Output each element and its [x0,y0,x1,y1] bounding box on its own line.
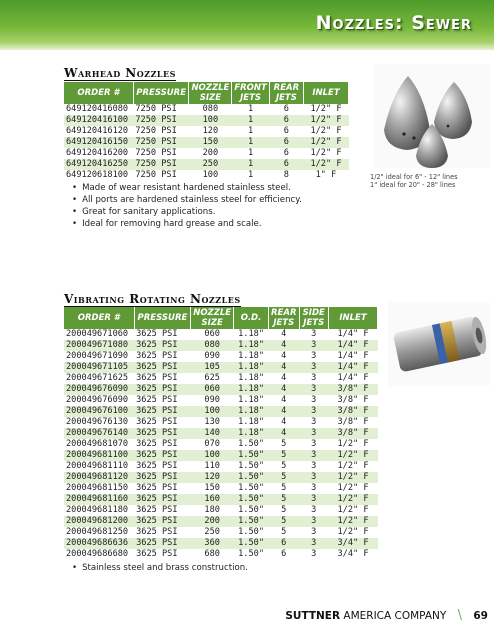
table-cell: 1 [247,170,254,180]
table-cell: 1.18" [234,384,269,395]
list-item: • Stainless steel and brass construction. [72,562,248,574]
table-cell: 680 [204,549,220,559]
table-cell: 3 [311,373,317,383]
table-cell: 1 [232,137,270,148]
table-cell: 6 [269,159,303,170]
table-cell: 3625 PSI [134,472,191,483]
column-header: ORDER # [64,307,134,329]
vibrating-feature-list [72,562,248,574]
table-cell: 625 [204,373,220,383]
table-cell: 1/4" F [337,351,369,361]
column-header: PRESSURE [134,307,191,329]
table-cell: 120 [191,472,234,483]
table-cell: 200049681250 [66,527,129,537]
table-row [64,538,378,549]
table-cell: 3625 PSI [134,384,191,395]
warhead-table [64,82,349,181]
table-cell: 3625 PSI [136,549,178,559]
warhead-photo-caption: 1/2" ideal for 6" - 12" lines 1" ideal for 20" - 28" lines [370,173,458,189]
table-cell: 6 [283,104,289,114]
table-cell: 360 [191,538,234,549]
table-cell: 160 [191,494,234,505]
table-cell: 7250 PSI [135,170,177,180]
table-cell: 3/8" F [328,384,377,395]
table-row [64,159,349,170]
table-cell: 3/8" F [337,417,369,427]
table-cell: 200049686636 [64,538,134,549]
table-cell: 200049681180 [66,505,129,515]
column-header: NOZZLE SIZE [191,307,234,329]
table-row [64,472,378,483]
table-cell: 1 [247,148,254,158]
footer-company: AMERICA COMPANY [343,610,447,622]
table-row [64,148,349,159]
table-cell: 3625 PSI [134,362,191,373]
table-cell: 200 [191,516,234,527]
table-cell: 1.50" [238,549,264,559]
table-cell: 4 [281,351,287,361]
table-cell: 130 [204,417,220,427]
table-cell: 4 [269,406,299,417]
table-cell: 3 [311,351,317,361]
column-header: INLET [303,82,348,104]
table-cell: 200049676090 [64,384,134,395]
table-cell: 200049676100 [64,406,134,417]
table-cell: 1/4" F [328,340,377,351]
table-row [64,115,349,126]
column-header: O.D. [234,307,269,329]
table-cell: 1/2" F [328,494,377,505]
column-header: ORDER # [64,82,133,104]
table-cell: 5 [269,472,299,483]
table-cell: 7250 PSI [133,159,189,170]
table-row [64,483,378,494]
table-cell: 4 [281,395,287,405]
table-cell: 3625 PSI [136,351,178,361]
table-cell: 1/2" F [337,505,369,515]
table-cell: 3625 PSI [136,505,178,515]
table-cell: 1.18" [238,373,264,383]
table-cell: 1/2" F [328,516,377,527]
table-cell: 5 [269,494,299,505]
table-row [64,395,378,406]
table-cell: 100 [191,450,234,461]
table-cell: 1/2" F [310,126,342,136]
table-cell: 200049681160 [64,494,134,505]
table-cell: 1.50" [234,516,269,527]
footer-brand: SUTTNER [285,610,341,622]
table-cell: 1 [247,104,254,114]
table-row [64,340,378,351]
table-cell: 6 [269,137,303,148]
table-cell: 250 [189,159,232,170]
table-cell: 1/2" F [303,159,348,170]
table-row [64,494,378,505]
table-cell: 1.18" [238,351,264,361]
table-cell: 200049681120 [64,472,134,483]
table-cell: 3625 PSI [134,516,191,527]
table-cell: 1.50" [234,538,269,549]
table-row [64,439,378,450]
table-cell: 6 [269,115,303,126]
table-cell: 6 [283,126,289,136]
table-cell: 1.18" [234,340,269,351]
table-cell: 080 [191,340,234,351]
table-cell: 1.18" [234,362,269,373]
table-cell: 4 [269,362,299,373]
vibrating-table [64,307,378,560]
table-cell: 1.50" [238,461,264,471]
footer-separator: \ [457,608,463,623]
table-cell: 1.50" [234,472,269,483]
table-cell: 5 [281,439,287,449]
table-cell: 7250 PSI [135,126,177,136]
table-cell: 649120416100 [64,115,133,126]
table-row [64,505,378,516]
table-cell: 3625 PSI [134,450,191,461]
table-row [64,351,378,362]
table-cell: 200049681070 [66,439,129,449]
table-cell: 3 [311,439,317,449]
table-cell: 3/4" F [328,538,377,549]
table-cell: 5 [281,505,287,515]
column-header: FRONT JETS [232,82,270,104]
table-cell: 3625 PSI [134,340,191,351]
table-cell: 649120416080 [66,104,129,114]
table-cell: 060 [204,329,220,339]
table-cell: 1/2" F [328,450,377,461]
table-row [64,373,378,384]
table-cell: 105 [191,362,234,373]
table-cell: 200049671625 [66,373,129,383]
table-cell: 649120416250 [64,159,133,170]
warhead-section-title: Warhead Nozzles [64,66,176,80]
table-cell: 1/2" F [337,439,369,449]
list-item: • Ideal for removing hard grease and scale. [72,218,302,230]
table-cell: 200049671090 [66,351,129,361]
table-cell: 6 [283,148,289,158]
table-cell: 200049671060 [66,329,129,339]
table-cell: 1/4" F [328,362,377,373]
table-cell: 080 [202,104,219,114]
table-cell: 3 [299,428,328,439]
table-row [64,104,349,115]
table-cell: 5 [269,516,299,527]
table-cell: 3/4" F [337,549,369,559]
table-cell: 1 [232,159,270,170]
table-cell: 070 [204,439,220,449]
table-row [64,362,378,373]
table-cell: 1/2" F [310,104,342,114]
table-row [64,549,378,560]
table-cell: 200049676090 [66,395,129,405]
table-cell: 1.50" [234,494,269,505]
table-cell: 150 [204,483,220,493]
table-cell: 3 [311,417,317,427]
table-row [64,329,378,340]
table-cell: 200049676130 [66,417,129,427]
list-item: • All ports are hardened stainless steel for efficiency. [72,194,302,206]
table-cell: 1/2" F [328,472,377,483]
table-cell: 200049671080 [64,340,134,351]
table-cell: 3 [299,362,328,373]
table-cell: 3 [299,384,328,395]
table-row [64,170,349,181]
table-row [64,384,378,395]
table-cell: 200049671105 [64,362,134,373]
column-header: NOZZLE SIZE [189,82,232,104]
table-row [64,527,378,538]
table-cell: 3 [311,461,317,471]
table-cell: 200049676140 [64,428,134,439]
list-item: • Made of wear resistant hardened stainless steel. [72,182,302,194]
table-cell: 3625 PSI [136,439,178,449]
page-number: 69 [473,610,488,622]
column-header: PRESSURE [133,82,189,104]
table-cell: 1.50" [238,505,264,515]
table-cell: 200049681200 [64,516,134,527]
table-cell: 3/8" F [337,395,369,405]
table-cell: 3 [299,516,328,527]
table-cell: 8 [283,170,289,180]
vibrating-section-title: Vibrating Rotating Nozzles [64,292,241,306]
table-cell: 1.18" [234,428,269,439]
table-cell: 140 [191,428,234,439]
table-cell: 1/2" F [303,137,348,148]
table-cell: 5 [281,483,287,493]
table-cell: 4 [269,340,299,351]
table-row [64,428,378,439]
table-cell: 1/2" F [310,148,342,158]
table-cell: 4 [281,417,287,427]
column-header: REAR JETS [269,307,299,329]
warhead-nozzle-photo [374,64,490,168]
table-cell: 7250 PSI [135,148,177,158]
table-cell: 250 [204,527,220,537]
table-cell: 3 [299,538,328,549]
table-cell: 3625 PSI [136,483,178,493]
table-cell: 5 [281,461,287,471]
table-cell: 100 [189,115,232,126]
table-row [64,406,378,417]
table-cell: 3625 PSI [134,428,191,439]
table-cell: 4 [281,329,287,339]
table-cell: 4 [281,373,287,383]
table-cell: 180 [204,505,220,515]
table-cell: 120 [202,126,219,136]
table-cell: 090 [204,351,220,361]
warhead-feature-list [72,182,302,230]
column-header: INLET [328,307,377,329]
table-cell: 3625 PSI [134,538,191,549]
table-cell: 5 [281,527,287,537]
table-cell: 3 [299,472,328,483]
table-cell: 1/2" F [337,527,369,537]
table-cell: 3 [311,505,317,515]
table-cell: 200049681100 [64,450,134,461]
table-row [64,137,349,148]
table-cell: 649120416150 [64,137,133,148]
table-cell: 3625 PSI [136,417,178,427]
table-cell: 1.18" [238,417,264,427]
footer [285,608,488,623]
table-cell: 090 [204,395,220,405]
table-cell: 3/8" F [328,428,377,439]
column-header: REAR JETS [269,82,303,104]
table-cell: 1/2" F [303,115,348,126]
table-cell: 3 [299,494,328,505]
table-cell: 110 [204,461,220,471]
table-cell: 060 [191,384,234,395]
table-cell: 6 [281,549,287,559]
list-item: • Great for sanitary applications. [72,206,302,218]
table-cell: 4 [269,384,299,395]
table-cell: 1" F [315,170,337,180]
table-cell: 1.50" [234,450,269,461]
table-cell: 1/2" F [337,461,369,471]
table-row [64,450,378,461]
table-cell: 3625 PSI [136,395,178,405]
table-cell: 3625 PSI [134,406,191,417]
table-cell: 1.18" [234,406,269,417]
table-cell: 200049681150 [66,483,129,493]
table-row [64,417,378,428]
table-cell: 3625 PSI [136,461,178,471]
table-cell: 200049686680 [66,549,129,559]
table-cell: 6 [269,538,299,549]
column-header: SIDE JETS [299,307,328,329]
page-title: Nozzles: Sewer [315,12,472,34]
table-cell: 1 [247,126,254,136]
table-cell: 1.50" [238,483,264,493]
table-cell: 1/4" F [337,329,369,339]
table-cell: 3 [311,395,317,405]
table-cell: 3 [299,406,328,417]
table-cell: 1.18" [238,329,264,339]
table-cell: 1.50" [238,527,264,537]
table-cell: 3 [299,340,328,351]
table-cell: 7250 PSI [133,115,189,126]
table-cell: 150 [189,137,232,148]
table-cell: 1.18" [238,395,264,405]
table-cell: 3/8" F [328,406,377,417]
table-cell: 3 [311,549,317,559]
table-cell: 3625 PSI [136,527,178,537]
table-cell: 649120416120 [66,126,129,136]
table-cell: 100 [191,406,234,417]
table-cell: 3 [311,483,317,493]
table-cell: 1/4" F [337,373,369,383]
table-cell: 7250 PSI [133,137,189,148]
table-row [64,516,378,527]
table-cell: 1/2" F [337,483,369,493]
table-cell: 3625 PSI [136,373,178,383]
table-cell: 3 [311,527,317,537]
table-cell: 200049681110 [66,461,129,471]
table-cell: 5 [269,450,299,461]
table-row [64,126,349,137]
table-cell: 3 [299,450,328,461]
table-cell: 200 [202,148,219,158]
table-cell: 4 [269,428,299,439]
table-cell: 649120618100 [66,170,129,180]
vibrating-nozzle-photo [388,302,490,386]
table-cell: 649120416200 [66,148,129,158]
table-row [64,461,378,472]
table-cell: 7250 PSI [135,104,177,114]
table-cell: 3625 PSI [134,494,191,505]
table-cell: 100 [202,170,219,180]
table-cell: 1 [232,115,270,126]
table-cell: 1.50" [238,439,264,449]
table-cell: 3 [311,329,317,339]
table-cell: 3625 PSI [136,329,178,339]
